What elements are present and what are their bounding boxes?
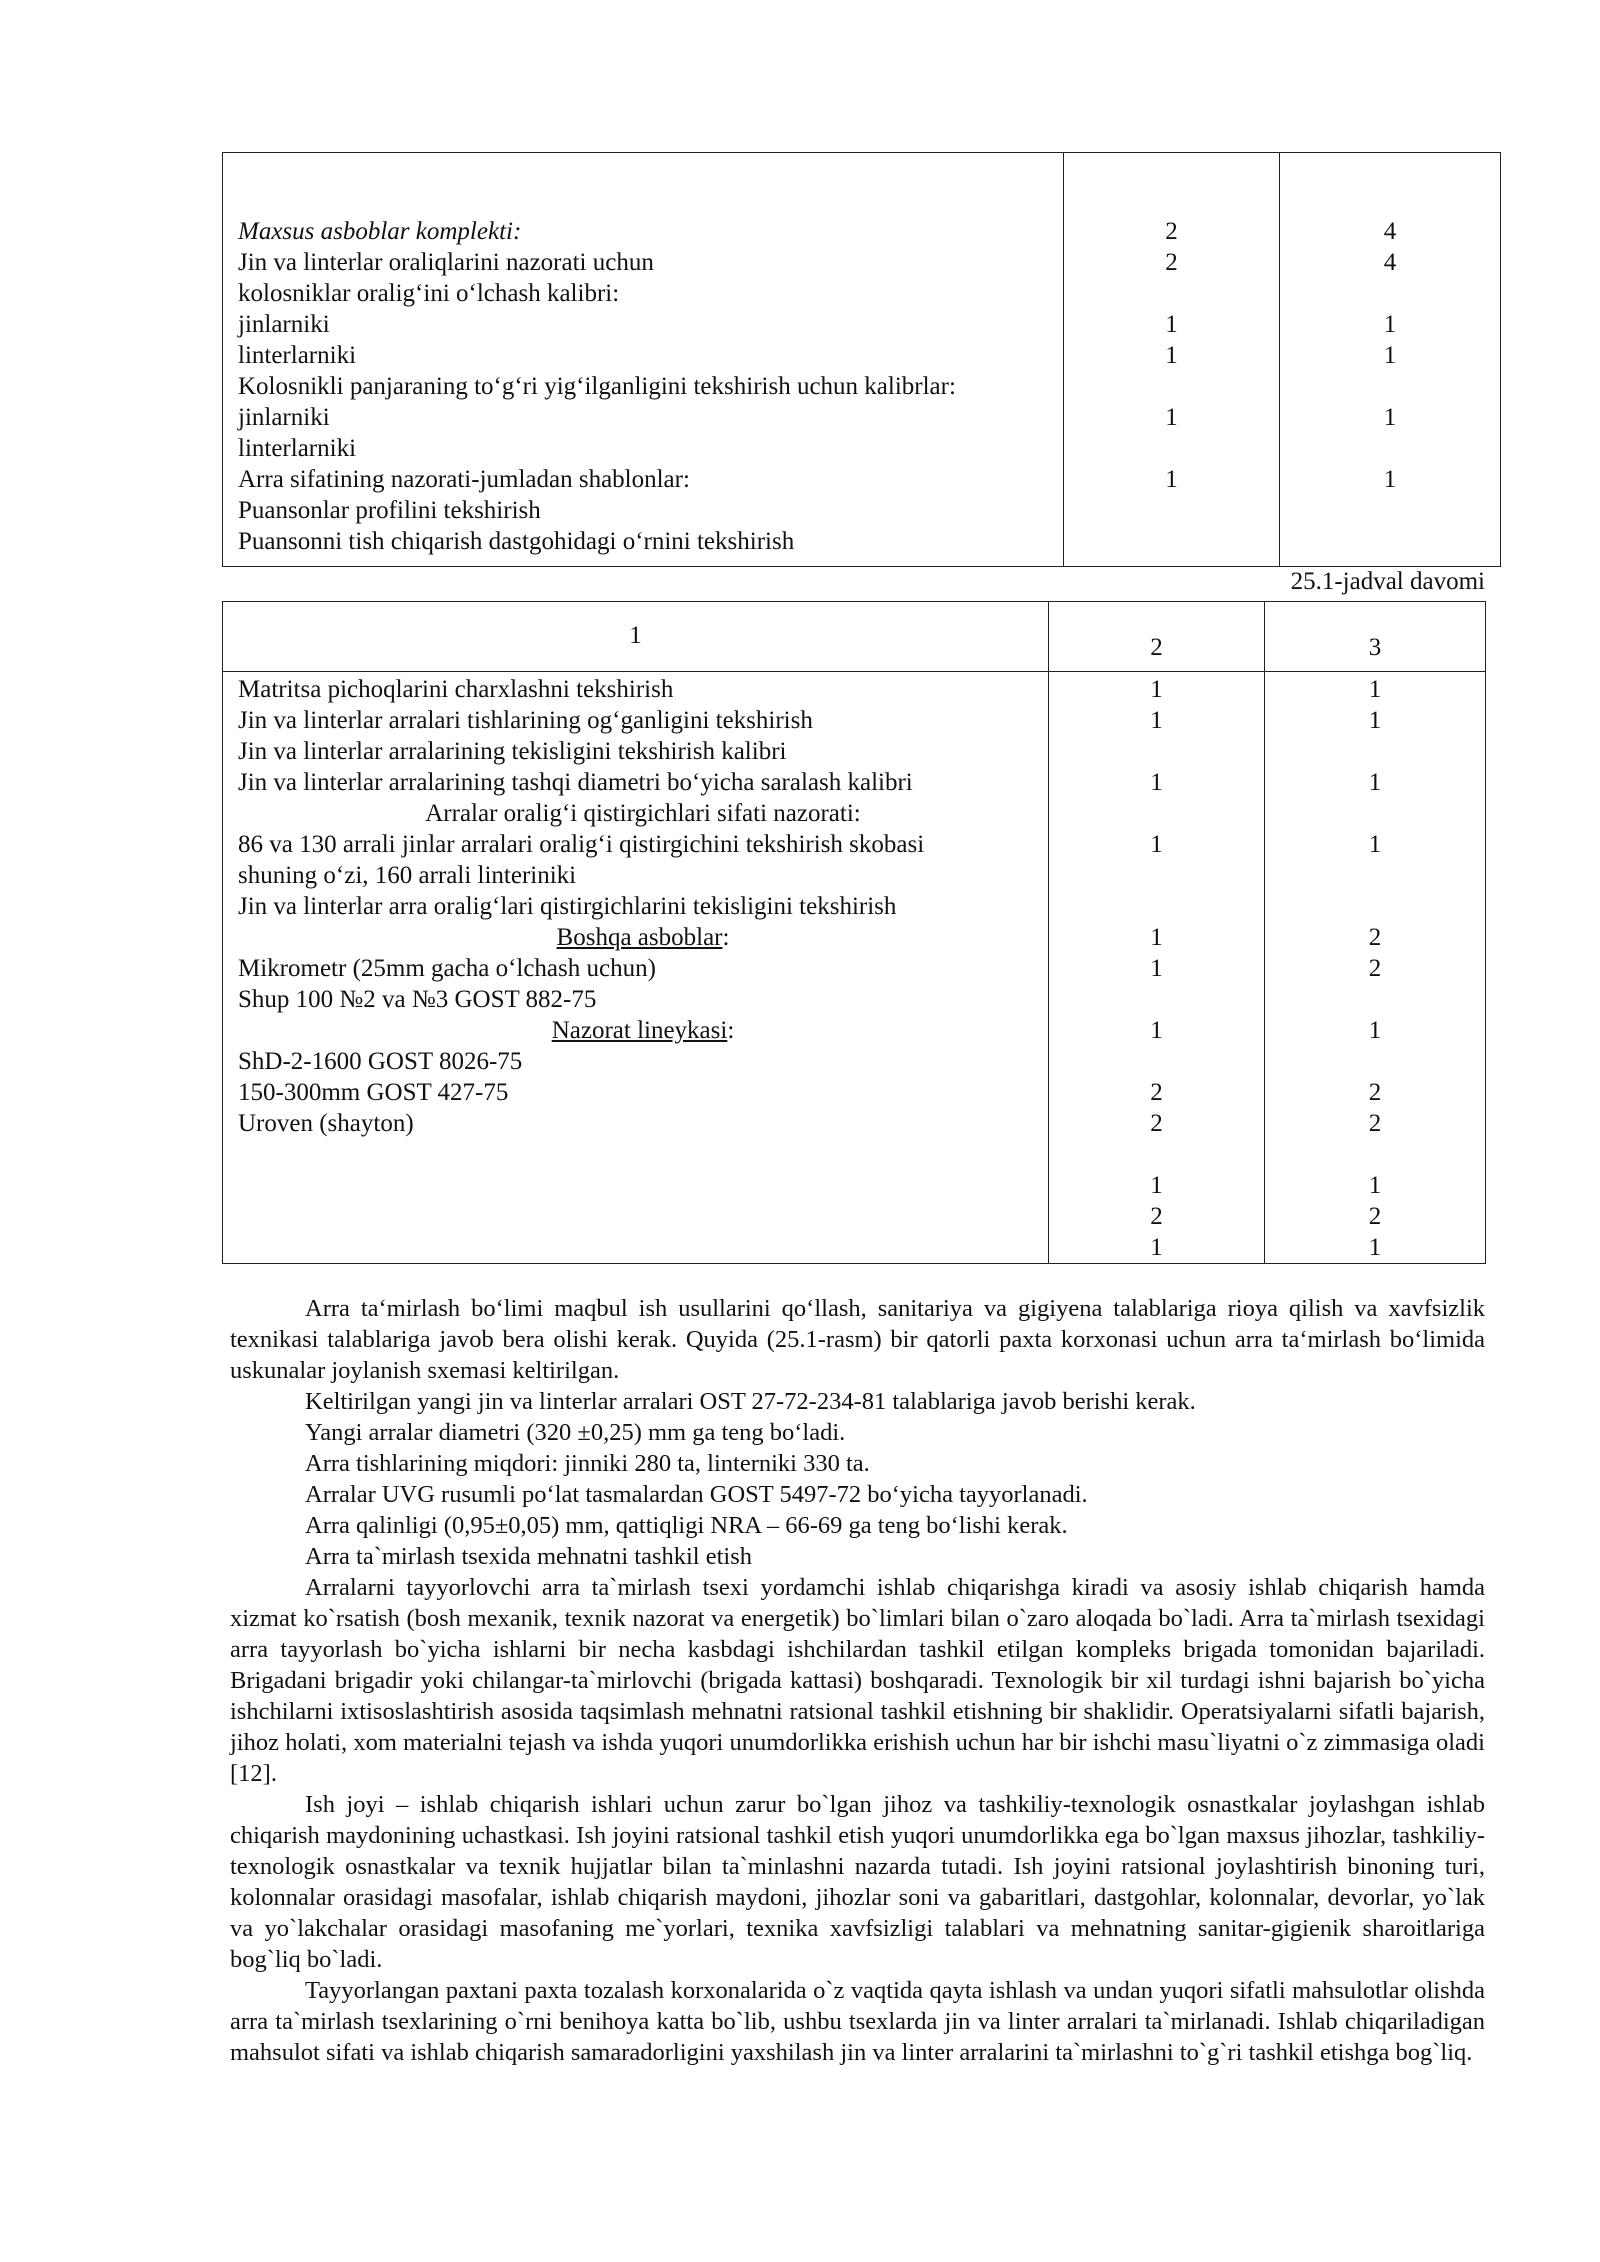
quantity-value: 1 [1368,831,1382,858]
quantity-value: 2 [1368,1110,1382,1137]
equipment-table-part1 [222,152,1501,567]
quantity-value: 1 [1165,342,1178,369]
table-cell-line: Mikrometr (25mm gacha o‘lchash uchun) [238,955,656,982]
quantity-value: 1 [1150,924,1163,951]
quantity-value [1265,1046,1485,1077]
quantity-value: 1 [1368,769,1382,796]
quantity-value: 1 [1165,311,1178,338]
table-cell-line: Jin va linterlar arralarining tashqi diametri bo‘yicha saralash kalibri [238,769,913,796]
table-cell-line: jinlarniki [238,404,330,431]
quantity-value: 2 [1150,1110,1163,1137]
quantity-value: 1 [1383,466,1397,493]
table-cell-line: 150-300mm GOST 427-75 [238,1079,509,1106]
table-cell-line: Jin va linterlar arra oralig‘lari qistirgichlarini tekisligini tekshirish [238,893,897,920]
table2-col1 [223,672,1049,1264]
quantity-value: 2 [1165,218,1178,245]
quantity-value: 4 [1383,249,1397,276]
paragraph: Arra ta‘mirlash bo‘limi maqbul ish usullarini qo‘llash, sanitariya va gigiyena talablariga rioya qilish va xavfsizlik texnikasi talablariga javob bera olishi kerak. Quyida (25.1-rasm) bir qatorli paxta korxonasi uchun arra ta‘mirlash bo‘limida uskunalar joylanish sxemasi keltirilgan. [230,1295,1485,1384]
paragraph: Arralarni tayyorlovchi arra ta`mirlash tsexi yordamchi ishlab chiqarishga kiradi va asosiy ishlab chiqarish hamda xizmat ko`rsatish (bosh mexanik, texnik nazorat va energetik) bo`limlari bilan o`zaro aloqada bo`ladi. Arra ta`mirlash tsexidagi arra tayyorlash bo`yicha ishlarni bir necha kasbdagi ishchilardan tashkil etilgan kompleks brigada tomonidan bajariladi. Brigadani brigadir yoki chilangar-ta`mirlovchi (brigada kattasi) boshqaradi. Texnologik bir xil turdagi ishni bajarish bo`yicha ishchilarni ixtisoslashtirish asosida taqsimlash mehnatni ratsional tashkil etishning bir shaklidir. Operatsiyalarni sifatli bajarish, jihoz holati, xom materialni tejash va ishda yuqori unumdorlikka erishish uchun har bir ishchi masu`liyatni o`z zimmasiga oladi [12]. [230,1574,1485,1787]
table-cell-line: ShD-2-1600 GOST 8026-75 [238,1048,523,1075]
quantity-value [1064,278,1279,309]
quantity-value [1265,798,1485,829]
quantity-value [1049,1139,1264,1170]
paragraph: Ish joyi – ishlab chiqarish ishlari uchun zarur bo`lgan jihoz va tashkiliy-texnologik osnastkalar joylashgan ishlab chiqarish maydonining uchastkasi. Ish joyini ratsional tashkil etish yuqori unumdorlikka ega bo`lgan maxsus jihozlar, tashkiliy-texnologik osnastkalar va texnik hujjatlar bilan ta`minlashni nazarda tutadi. Ish joyini ratsional joylashtirish binoning turi, kolonnalar orasidagi masofalar, ishlab chiqarish maydoni, jihozlar soni va gabaritlari, dastgohlar, kolonnalar, devorlar, yo`lak va yo`lakchalar orasidagi masofaning me`yorlari, texnika xavfsizligi talablari va mehnatning sanitar-gigienik sharoitlariga bog`liq bo`ladi. [230,1791,1485,1973]
quantity-value: 1 [1150,1234,1163,1261]
table-cell-line: Jin va linterlar arralarining tekisligini tekshirish kalibri [238,738,787,765]
table-cell-line: Kolosnikli panjaraning to‘g‘ri yig‘ilganligini tekshirish uchun kalibrlar: [238,373,956,400]
quantity-value: 1 [1150,831,1163,858]
quantity-value: 2 [1165,249,1178,276]
paragraph: Arralar UVG rusumli po‘lat tasmalardan GOST 5497-72 bo‘yicha tayyorlanadi. [305,1481,1088,1508]
quantity-value [1049,860,1264,891]
table-cell-line: shuning o‘zi, 160 arrali linteriniki [238,862,577,889]
quantity-value: 2 [1368,924,1382,951]
quantity-value [1265,736,1485,767]
quantity-value [1280,278,1500,309]
table2-header-col1: 1 [223,602,1049,672]
quantity-value: 2 [1150,1203,1163,1230]
table-caption: 25.1-jadval davomi [1290,568,1485,595]
table2-col3 [1265,672,1486,1264]
heading-suffix: : [727,1017,735,1044]
quantity-value [1265,984,1485,1015]
quantity-value: 2 [1368,955,1382,982]
quantity-value: 1 [1150,1172,1163,1199]
paragraph: Arra ta`mirlash tsexida mehnatni tashkil etish [305,1543,753,1570]
quantity-value: 1 [1165,466,1178,493]
table-cell-line [238,922,1048,953]
quantity-value [1064,433,1279,464]
quantity-value: 1 [1165,404,1178,431]
quantity-value: 1 [1150,676,1163,703]
quantity-value [1049,798,1264,829]
underlined-heading: Nazorat lineykasi [551,1017,728,1044]
heading-suffix: : [722,924,730,951]
quantity-value [1049,1046,1264,1077]
quantity-value: 2 [1150,1079,1163,1106]
table2-header-col3: 3 [1265,602,1486,672]
quantity-value [1265,891,1485,922]
table-cell-line: Jin va linterlar oraliqlarini nazorati uchun [238,249,654,276]
table-cell-line: linterlarniki [238,342,357,369]
table-cell-line: linterlarniki [238,435,357,462]
table-cell-line: Puansonni tish chiqarish dastgohidagi o‘rnini tekshirish [238,528,795,555]
quantity-value: 1 [1368,676,1382,703]
table-cell-line: Maxsus asboblar komplekti: [238,218,522,245]
paragraph: Arra qalinligi (0,95±0,05) mm, qattiqligi NRA – 66-69 ga teng bo‘lishi kerak. [305,1512,1068,1539]
table-cell-line: Shup 100 №2 va №3 GOST 882-75 [238,986,597,1013]
quantity-value: 1 [1368,707,1382,734]
quantity-value: 1 [1383,342,1397,369]
equipment-table-part2 [222,601,1486,1264]
table2-header-col2: 2 [1049,602,1265,672]
paragraph: Tayyorlangan paxtani paxta tozalash korxonalarida o`z vaqtida qayta ishlash va undan yuqori sifatli mahsulotlar olishda arra ta`mirlash tsexlarining o`rni benihoya katta bo`lib, ushbu tsexlarda jin va linter arralari ta`mirlanadi. Ishlab chiqariladigan mahsulot sifati va ishlab chiqarish samaradorligini yaxshilash jin va linter arralarini ta`mirlashni to`g`ri tashkil etishga bog`liq. [230,1977,1485,2066]
table1-col2 [1064,153,1280,567]
table-cell-line: 86 va 130 arrali jinlar arralari oralig‘i qistirgichini tekshirish skobasi [238,831,925,858]
quantity-value: 1 [1383,311,1397,338]
body-text [230,1293,1485,2068]
quantity-value: 1 [1368,1017,1382,1044]
table-cell-line: Arra sifatining nazorati-jumladan shablonlar: [238,466,690,493]
table2-col2 [1049,672,1265,1264]
table-cell-line: jinlarniki [238,311,330,338]
table-cell-line [238,1015,1048,1046]
table-cell-line: Matritsa pichoqlarini charxlashni tekshirish [238,676,674,703]
quantity-value: 1 [1150,955,1163,982]
quantity-value: 1 [1150,707,1163,734]
table1-col1 [223,153,1064,567]
table-cell-line: Uroven (shayton) [238,1110,414,1137]
quantity-value [1064,371,1279,402]
table-cell-line: kolosniklar oralig‘ini o‘lchash kalibri: [238,280,620,307]
quantity-value: 1 [1150,1017,1163,1044]
quantity-value: 1 [1368,1234,1382,1261]
quantity-value: 2 [1368,1079,1382,1106]
table-cell-line: Puansonlar profilini tekshirish [238,497,541,524]
quantity-value [1049,736,1264,767]
quantity-value [1049,984,1264,1015]
quantity-value: 1 [1368,1172,1382,1199]
quantity-value [1280,433,1500,464]
paragraph: Yangi arralar diametri (320 ±0,25) mm ga teng bo‘ladi. [305,1419,846,1446]
quantity-value: 1 [1383,404,1397,431]
quantity-value: 4 [1383,218,1397,245]
underlined-heading: Boshqa asboblar [556,924,723,951]
paragraph: Arra tishlarining miqdori: jinniki 280 ta, linterniki 330 ta. [305,1450,870,1477]
quantity-value [1280,371,1500,402]
quantity-value [1265,860,1485,891]
quantity-value: 1 [1150,769,1163,796]
quantity-value: 2 [1368,1203,1382,1230]
table1-col3 [1280,153,1501,567]
table-cell-line: Jin va linterlar arralari tishlarining og‘ganligini tekshirish [238,707,813,734]
paragraph: Keltirilgan yangi jin va linterlar arralari OST 27-72-234-81 talablariga javob berishi kerak. [305,1388,1196,1415]
quantity-value [1265,1139,1485,1170]
quantity-value [1049,891,1264,922]
table-cell-line: Arralar oralig‘i qistirgichlari sifati nazorati: [425,800,861,827]
